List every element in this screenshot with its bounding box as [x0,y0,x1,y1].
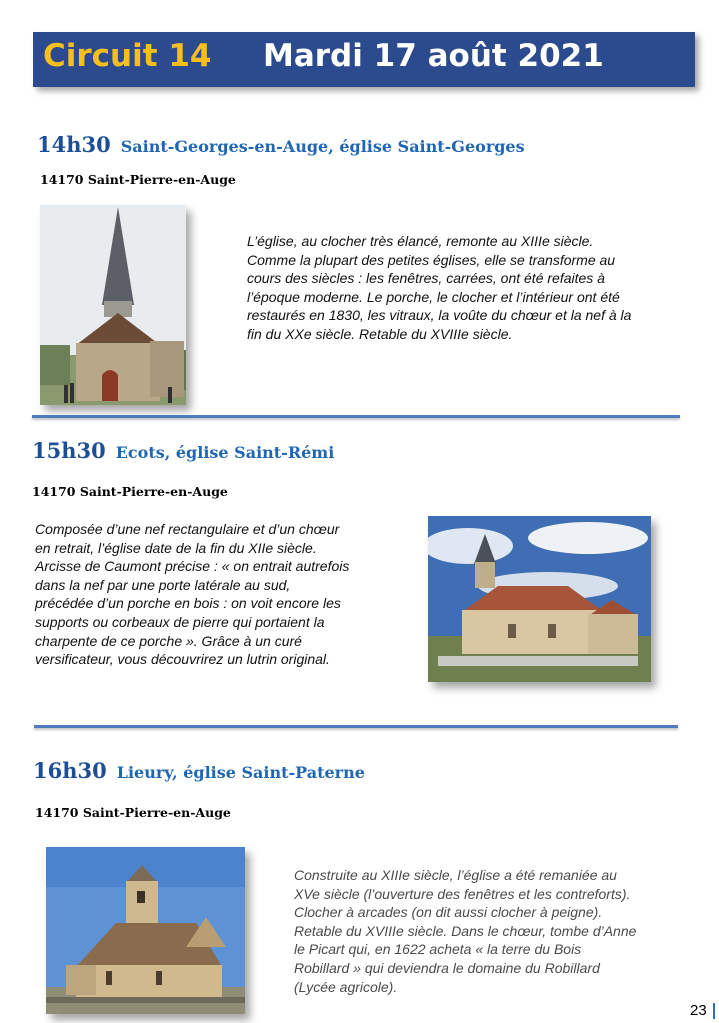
description-line: Comme la plupart des petites églises, elle se transforme au [247,251,616,268]
stop-place: Lieury, église Saint-Paterne [116,763,365,782]
stop-time: 15h30 [32,438,106,463]
stop-place: Ecots, église Saint-Rémi [115,443,335,462]
description-line: en retrait, l’église date de la fin du XIIe siècle. [35,539,317,556]
stop-time: 16h30 [33,758,107,783]
description-line: Composée d’une nef rectangulaire et d’un chœur [35,521,340,537]
description-line: versificateur, vous découvrirez un lutrin original. [35,651,330,668]
stop-description [35,520,415,669]
circuit-date: Mardi 17 août 2021 [263,38,604,74]
stop-heading [37,132,525,157]
header-banner [33,32,695,87]
description-line: Arcisse de Caumont précise : « on entrait autrefois [35,558,350,575]
stop-address: 14170 Saint-Pierre-en-Auge [35,805,231,820]
description-line: Retable du XVIIIe siècle. Dans le chœur, tombe d’Anne [294,922,637,939]
description-line: Robillard » qui deviendra le domaine du Robillard [294,959,600,976]
description-line: XVe siècle (l’ouverture des fenêtres et les contreforts). [294,885,631,902]
description-line: L’église, au clocher très élancé, remonte au XIIIe siècle. [247,233,594,249]
description-line: Construite au XIIIe siècle, l’église a été remaniée au [294,867,617,883]
description-line: Clocher à arcades (on dit aussi clocher à peigne). [294,904,603,921]
section-divider [34,725,678,728]
page-number: 23 [690,1002,707,1019]
description-line: précédée d’un porche en bois : on voit encore les [35,595,341,612]
description-line: dans la nef par une porte latérale au sud, [35,576,291,593]
stop-place: Saint-Georges-en-Auge, église Saint-Georges [120,137,525,156]
description-line: cours des siècles : les fenêtres, carrées, ont été refaites à [247,270,605,287]
stop-address: 14170 Saint-Pierre-en-Auge [32,484,228,499]
section-divider [32,415,680,418]
church-photo-saint-georges [40,205,186,405]
description-line: restaurés en 1830, les vitraux, la voûte du chœur et la nef à la [247,307,632,324]
page-number-marker [713,1003,715,1019]
stop-description [247,232,697,344]
description-line: fin du XXe siècle. Retable du XVIIIe siècle. [247,325,513,342]
description-line: supports ou corbeaux de pierre qui portaient la [35,613,325,630]
description-line: l’époque moderne. Le porche, le clocher et l’intérieur ont été [247,288,620,305]
description-line: le Picart qui, en 1622 acheta « la terre du Bois [294,941,582,958]
circuit-title: Circuit 14 [43,38,212,74]
church-photo-saint-remi [428,516,651,682]
stop-heading [33,758,365,783]
church-photo-saint-paterne [46,847,245,1014]
stop-address: 14170 Saint-Pierre-en-Auge [40,172,236,187]
stop-description [294,866,694,996]
stop-heading [32,438,334,463]
description-line: charpente de ce porche ». Grâce à un curé [35,632,302,649]
stop-time: 14h30 [37,132,111,157]
description-line: (Lycée agricole). [294,978,398,995]
